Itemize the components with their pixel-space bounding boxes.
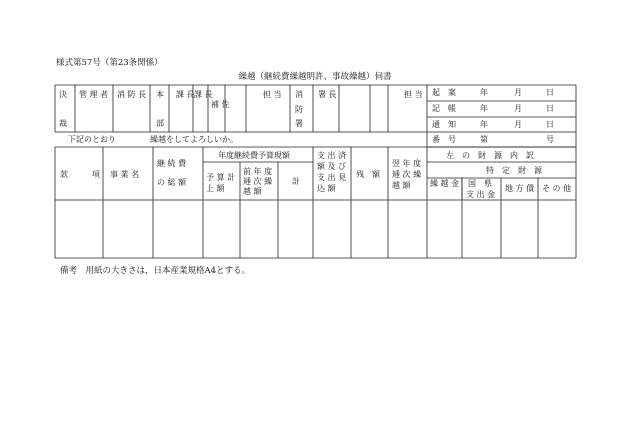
header-yokunendo-3: 越 額: [392, 181, 411, 190]
header-zangaku: 残 額: [356, 170, 380, 179]
kessai-label-top: 決: [59, 90, 67, 99]
shobo-cho-label: 消 防 長: [117, 90, 147, 99]
header-yosankei-1: 予 算 計: [206, 173, 236, 182]
request-line-left: 下記のとおり: [68, 135, 116, 144]
honbu-label-bottom: 部: [156, 119, 164, 128]
form-title: 繰越（継続費繰越明許、事故繰越）伺書: [238, 72, 392, 82]
header-keizokuhi-1: 継 続 費: [157, 159, 187, 168]
header-kan: 款: [60, 170, 68, 179]
header-keizokuhi-2: の 総 額: [157, 178, 187, 187]
shobosho-label-3: 署: [295, 119, 303, 128]
header-chihosai: 地 方 債: [505, 184, 535, 193]
header-kou: 項: [92, 170, 100, 179]
record-label-tsuchi: 通 知: [432, 120, 456, 129]
header-jigyomei: 事 業 名: [110, 170, 140, 179]
header-zaigen-title: 左 の 財 源 内 訳: [446, 151, 534, 160]
number-label: 番 号: [432, 135, 456, 144]
record-label-kicho: 記 帳: [432, 104, 456, 113]
header-kokuken-2: 支 出 金: [466, 190, 496, 199]
record-day: 日: [546, 88, 554, 97]
record-month: 月: [514, 120, 522, 129]
header-kei: 計: [292, 177, 300, 186]
record-year: 年: [480, 104, 488, 113]
shocho-label: 署 長: [318, 90, 337, 99]
header-sonota: そ の 他: [542, 184, 572, 193]
shobosho-label-2: 防: [295, 105, 303, 114]
record-year: 年: [480, 120, 488, 129]
honbu-label-top: 本: [156, 90, 164, 99]
number-dai: 第: [480, 135, 488, 144]
header-kokuken-1: 国 県: [468, 179, 492, 188]
header-zennendo-1: 前 年 度: [243, 167, 273, 176]
number-go: 号: [546, 135, 554, 144]
record-label-kian: 起 案: [432, 88, 456, 97]
kessai-label-bottom: 裁: [59, 119, 67, 128]
header-yokunendo-2: 逓 次 繰: [392, 170, 422, 179]
header-zennendo-3: 越 額: [243, 187, 262, 196]
kanrisha-label: 管 理 者: [79, 90, 109, 99]
kacho-hosa-label-1: 課 長: [194, 90, 213, 99]
tanto-label-1: 担 当: [263, 90, 282, 99]
kacho-label: 課 長: [176, 90, 195, 99]
header-yokunendo-1: 翌 年 度: [392, 159, 422, 168]
form-number: 様式第57号（第23条関係）: [56, 58, 163, 68]
header-yosankei-2: 上 額: [206, 184, 225, 193]
header-shishutsu-4: 込 額: [317, 184, 336, 193]
header-zennendo-2: 逓 次 繰: [243, 177, 273, 186]
tanto-label-2: 担 当: [404, 90, 423, 99]
record-month: 月: [514, 88, 522, 97]
header-shishutsu-3: 支 出 見: [317, 173, 347, 182]
header-shishutsu-1: 支 出 済: [317, 151, 347, 160]
shobosho-label-1: 消: [295, 90, 303, 99]
footnote: 備考 用紙の大きさは，日本産業規格A4とする。: [60, 266, 251, 276]
record-year: 年: [480, 88, 488, 97]
header-shishutsu-2: 額 及 び: [317, 162, 347, 171]
header-kurikoshikin: 繰 越 金: [430, 179, 460, 188]
record-month: 月: [514, 104, 522, 113]
record-day: 日: [546, 104, 554, 113]
record-day: 日: [546, 120, 554, 129]
request-line-right: 繰越をしてよろしいか。: [150, 135, 238, 144]
kacho-hosa-label-2: 補 佐: [211, 100, 230, 109]
header-budget-group: 年度継続費予算現額: [218, 151, 290, 160]
header-tokutei-zaigen: 特 定 財 源: [486, 166, 542, 175]
